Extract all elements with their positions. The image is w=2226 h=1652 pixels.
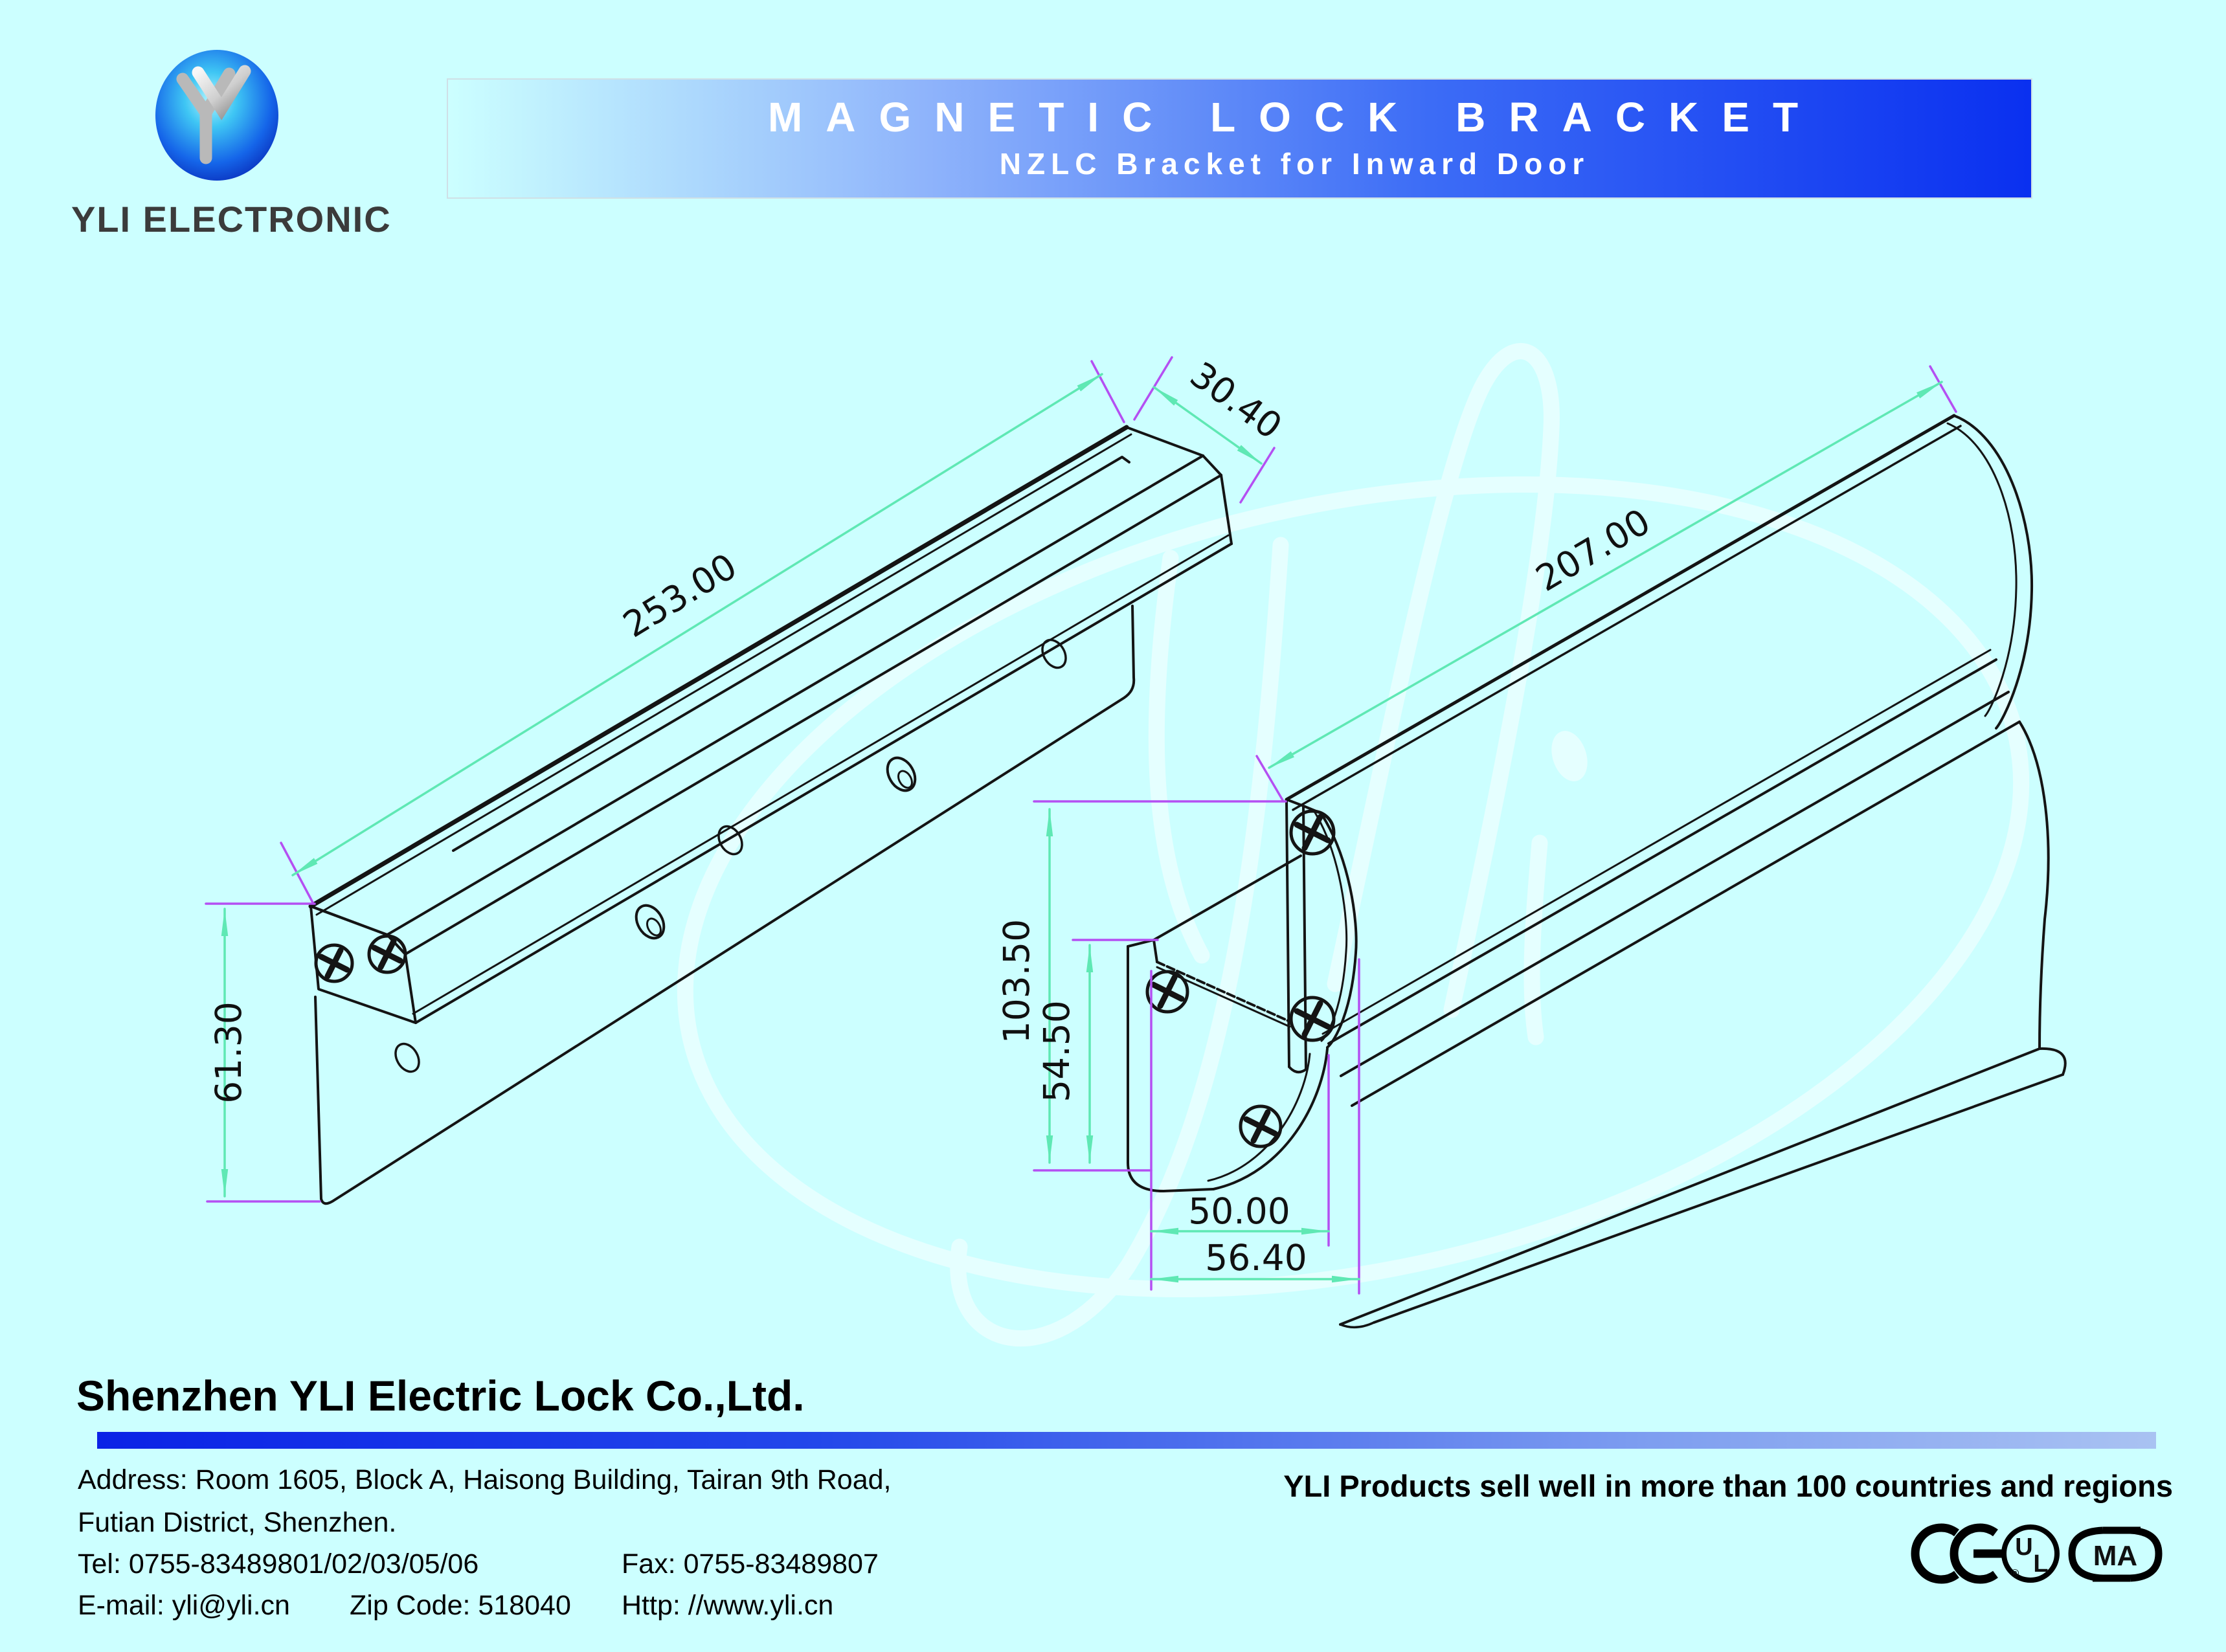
page-subtitle: NZLC Bracket for Inward Door	[999, 146, 1590, 181]
email-address: E-mail: yli@yli.cn	[78, 1590, 290, 1621]
footer-divider-bar	[97, 1432, 2156, 1449]
dimension-label-width-inner: 50.00	[1188, 1190, 1290, 1232]
svg-text:L: L	[2033, 1550, 2049, 1578]
right-view-dimensions	[996, 366, 1956, 1293]
dimension-label-length: 253.00	[616, 545, 744, 646]
screw-icon	[316, 936, 405, 981]
dimension-label-height: 61.30	[208, 1001, 249, 1104]
fax-number: Fax: 0755-83489807	[622, 1548, 879, 1579]
ce-mark-icon	[1915, 1528, 2002, 1579]
ma-mark-icon	[2072, 1530, 2159, 1578]
title-banner	[447, 78, 2032, 199]
dimension-label-height-total: 103.50	[996, 919, 1037, 1044]
watermark-yli-signature	[605, 351, 2102, 1412]
dimension-label-length: 207.00	[1529, 500, 1658, 600]
dimension-label-width-outer: 56.40	[1205, 1237, 1307, 1278]
website-url: Http: //www.yli.cn	[622, 1590, 834, 1621]
svg-text:U: U	[2015, 1534, 2033, 1561]
brand-text: YLI ELECTRONIC	[71, 199, 392, 240]
page-title: MAGNETIC LOCK BRACKET	[767, 94, 1822, 141]
company-name: Shenzhen YLI Electric Lock Co.,Ltd.	[76, 1372, 805, 1420]
dimension-label-height-lower: 54.50	[1036, 1000, 1077, 1102]
address-line-2: Futian District, Shenzhen.	[78, 1507, 397, 1538]
left-view-bracket-drawing	[311, 427, 1231, 1203]
svg-text:®: ®	[2010, 1567, 2019, 1579]
ul-mark-icon	[2004, 1527, 2057, 1580]
marketing-tagline: YLI Products sell well in more than 100 countries and regions	[1283, 1469, 2173, 1503]
yli-logo-icon	[155, 50, 278, 181]
address-line-1: Address: Room 1605, Block A, Haisong Building, Tairan 9th Road,	[78, 1464, 892, 1495]
dimension-label-width: 30.40	[1182, 353, 1290, 447]
zip-code: Zip Code: 518040	[350, 1590, 571, 1621]
phone-number: Tel: 0755-83489801/02/03/05/06	[78, 1548, 479, 1579]
certification-marks	[1915, 1527, 2159, 1580]
svg-text:MA: MA	[2093, 1540, 2138, 1572]
